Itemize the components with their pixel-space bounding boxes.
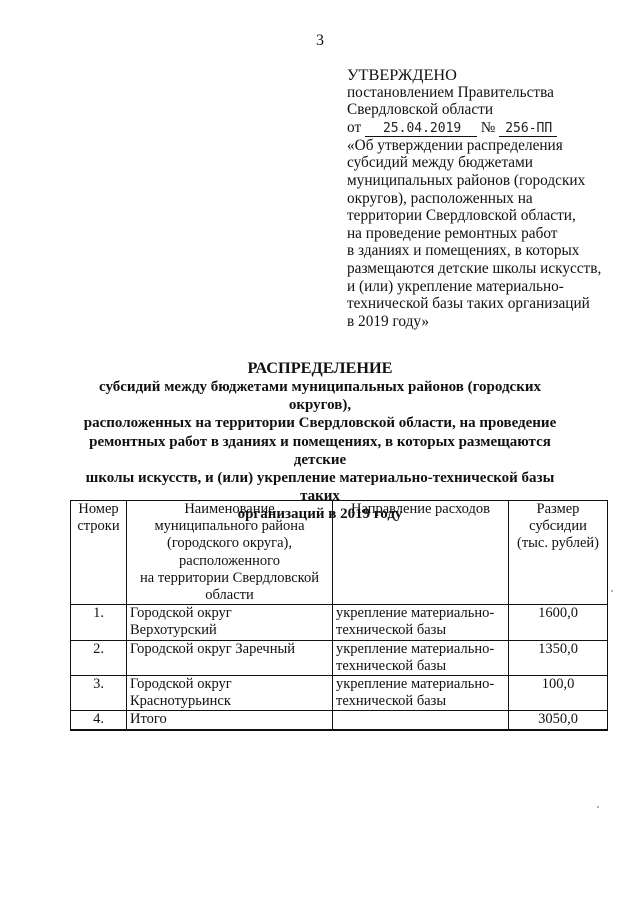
row-number: 1. bbox=[71, 605, 127, 640]
header-text: расположенного bbox=[179, 552, 280, 569]
row-number: 4. bbox=[71, 711, 127, 730]
header-text: Размер bbox=[536, 501, 580, 517]
approval-title-line: субсидий между бюджетами bbox=[347, 154, 533, 172]
cell-text: Городской округ Заречный bbox=[130, 640, 295, 657]
subtitle-line: расположенных на территории Свердловской области, на проведение bbox=[83, 415, 557, 432]
approval-number: 256-ПП bbox=[499, 122, 557, 137]
row-name bbox=[127, 605, 333, 640]
subtitle-line: ремонтных работ в зданиях и помещениях, в которых размещаются детские bbox=[89, 433, 551, 468]
number-prefix: № bbox=[480, 118, 496, 136]
header-text: (городского округа), bbox=[166, 535, 293, 552]
header-text: (тыс. рублей) bbox=[517, 535, 599, 552]
cell-text: Итого bbox=[130, 711, 167, 728]
subtitle-line: субсидий между бюджетами муниципальных районов (городских округов), bbox=[99, 379, 541, 414]
approval-date: 25.04.2019 bbox=[365, 122, 477, 137]
header-text: Номер bbox=[78, 501, 119, 517]
row-amount: 1600,0 bbox=[509, 605, 608, 640]
header-text: субсидии bbox=[529, 518, 587, 535]
table-row bbox=[71, 605, 608, 640]
row-direction bbox=[333, 711, 509, 730]
approval-title-line: размещаются детские школы искусств, bbox=[347, 259, 602, 277]
header-number bbox=[71, 501, 127, 605]
cell-text: технической базы bbox=[336, 622, 447, 639]
cell-text: укрепление материально- bbox=[336, 676, 495, 693]
cell-text: технической базы bbox=[336, 693, 447, 710]
header-name bbox=[127, 501, 333, 605]
scan-speck bbox=[611, 590, 613, 592]
row-direction bbox=[333, 676, 509, 711]
header-text: области bbox=[205, 587, 254, 604]
row-amount: 3050,0 bbox=[509, 711, 608, 730]
header-text: муниципального района bbox=[154, 518, 305, 535]
table-header-row bbox=[71, 501, 608, 605]
page-number: 3 bbox=[316, 32, 324, 49]
approval-title-line: и (или) укрепление материально- bbox=[347, 277, 564, 295]
cell-text: Краснотурьинск bbox=[130, 693, 231, 710]
cell-text: Верхотурский bbox=[130, 622, 217, 639]
row-name bbox=[127, 676, 333, 711]
approval-line-2: Свердловской области bbox=[347, 101, 494, 119]
row-direction bbox=[333, 640, 509, 675]
row-number: 3. bbox=[71, 676, 127, 711]
approval-title-line: округов), расположенных на bbox=[347, 189, 533, 207]
approval-title-line: муниципальных районов (городских bbox=[347, 171, 586, 189]
header-direction bbox=[333, 501, 509, 605]
document-title: РАСПРЕДЕЛЕНИЕ bbox=[247, 358, 393, 377]
cell-text: укрепление материально- bbox=[336, 640, 495, 657]
cell-text: Городской округ bbox=[130, 676, 232, 693]
table-row bbox=[71, 640, 608, 675]
scan-speck bbox=[597, 806, 599, 808]
distribution-table bbox=[70, 500, 608, 731]
approval-title-line: технической базы таких организаций bbox=[347, 295, 590, 313]
row-amount: 1350,0 bbox=[509, 640, 608, 675]
cell-text: Городской округ bbox=[130, 605, 232, 622]
date-prefix: от bbox=[347, 118, 362, 136]
approval-title-line: «Об утверждении распределения bbox=[347, 136, 563, 154]
approval-block bbox=[347, 66, 617, 330]
header-amount bbox=[509, 501, 608, 605]
approval-title-line: в 2019 году» bbox=[347, 312, 430, 330]
row-number: 2. bbox=[71, 640, 127, 675]
table-row bbox=[71, 676, 608, 711]
row-name bbox=[127, 640, 333, 675]
approval-line-1: постановлением Правительства bbox=[347, 83, 554, 101]
header-text: Направление расходов bbox=[350, 501, 490, 517]
row-direction bbox=[333, 605, 509, 640]
approval-title-line: территории Свердловской области, bbox=[347, 207, 576, 225]
cell-text: укрепление материально- bbox=[336, 605, 495, 622]
approval-title-line: на проведение ремонтных работ bbox=[347, 224, 558, 242]
header-text: Наименование bbox=[184, 501, 275, 517]
approval-stamp: УТВЕРЖДЕНО bbox=[347, 65, 457, 84]
row-amount: 100,0 bbox=[509, 676, 608, 711]
subtitle-line: школы искусств, и (или) укрепление материально-технической базы таких bbox=[85, 470, 555, 505]
subtitle-line: организаций в 2019 году bbox=[237, 506, 403, 523]
approval-date-line bbox=[347, 119, 617, 137]
row-name bbox=[127, 711, 333, 730]
approval-title-line: в зданиях и помещениях, в которых bbox=[347, 242, 580, 260]
header-text: строки bbox=[77, 518, 120, 535]
header-text: на территории Свердловской bbox=[140, 569, 319, 586]
cell-text: технической базы bbox=[336, 657, 447, 674]
table-row-total bbox=[71, 711, 608, 730]
